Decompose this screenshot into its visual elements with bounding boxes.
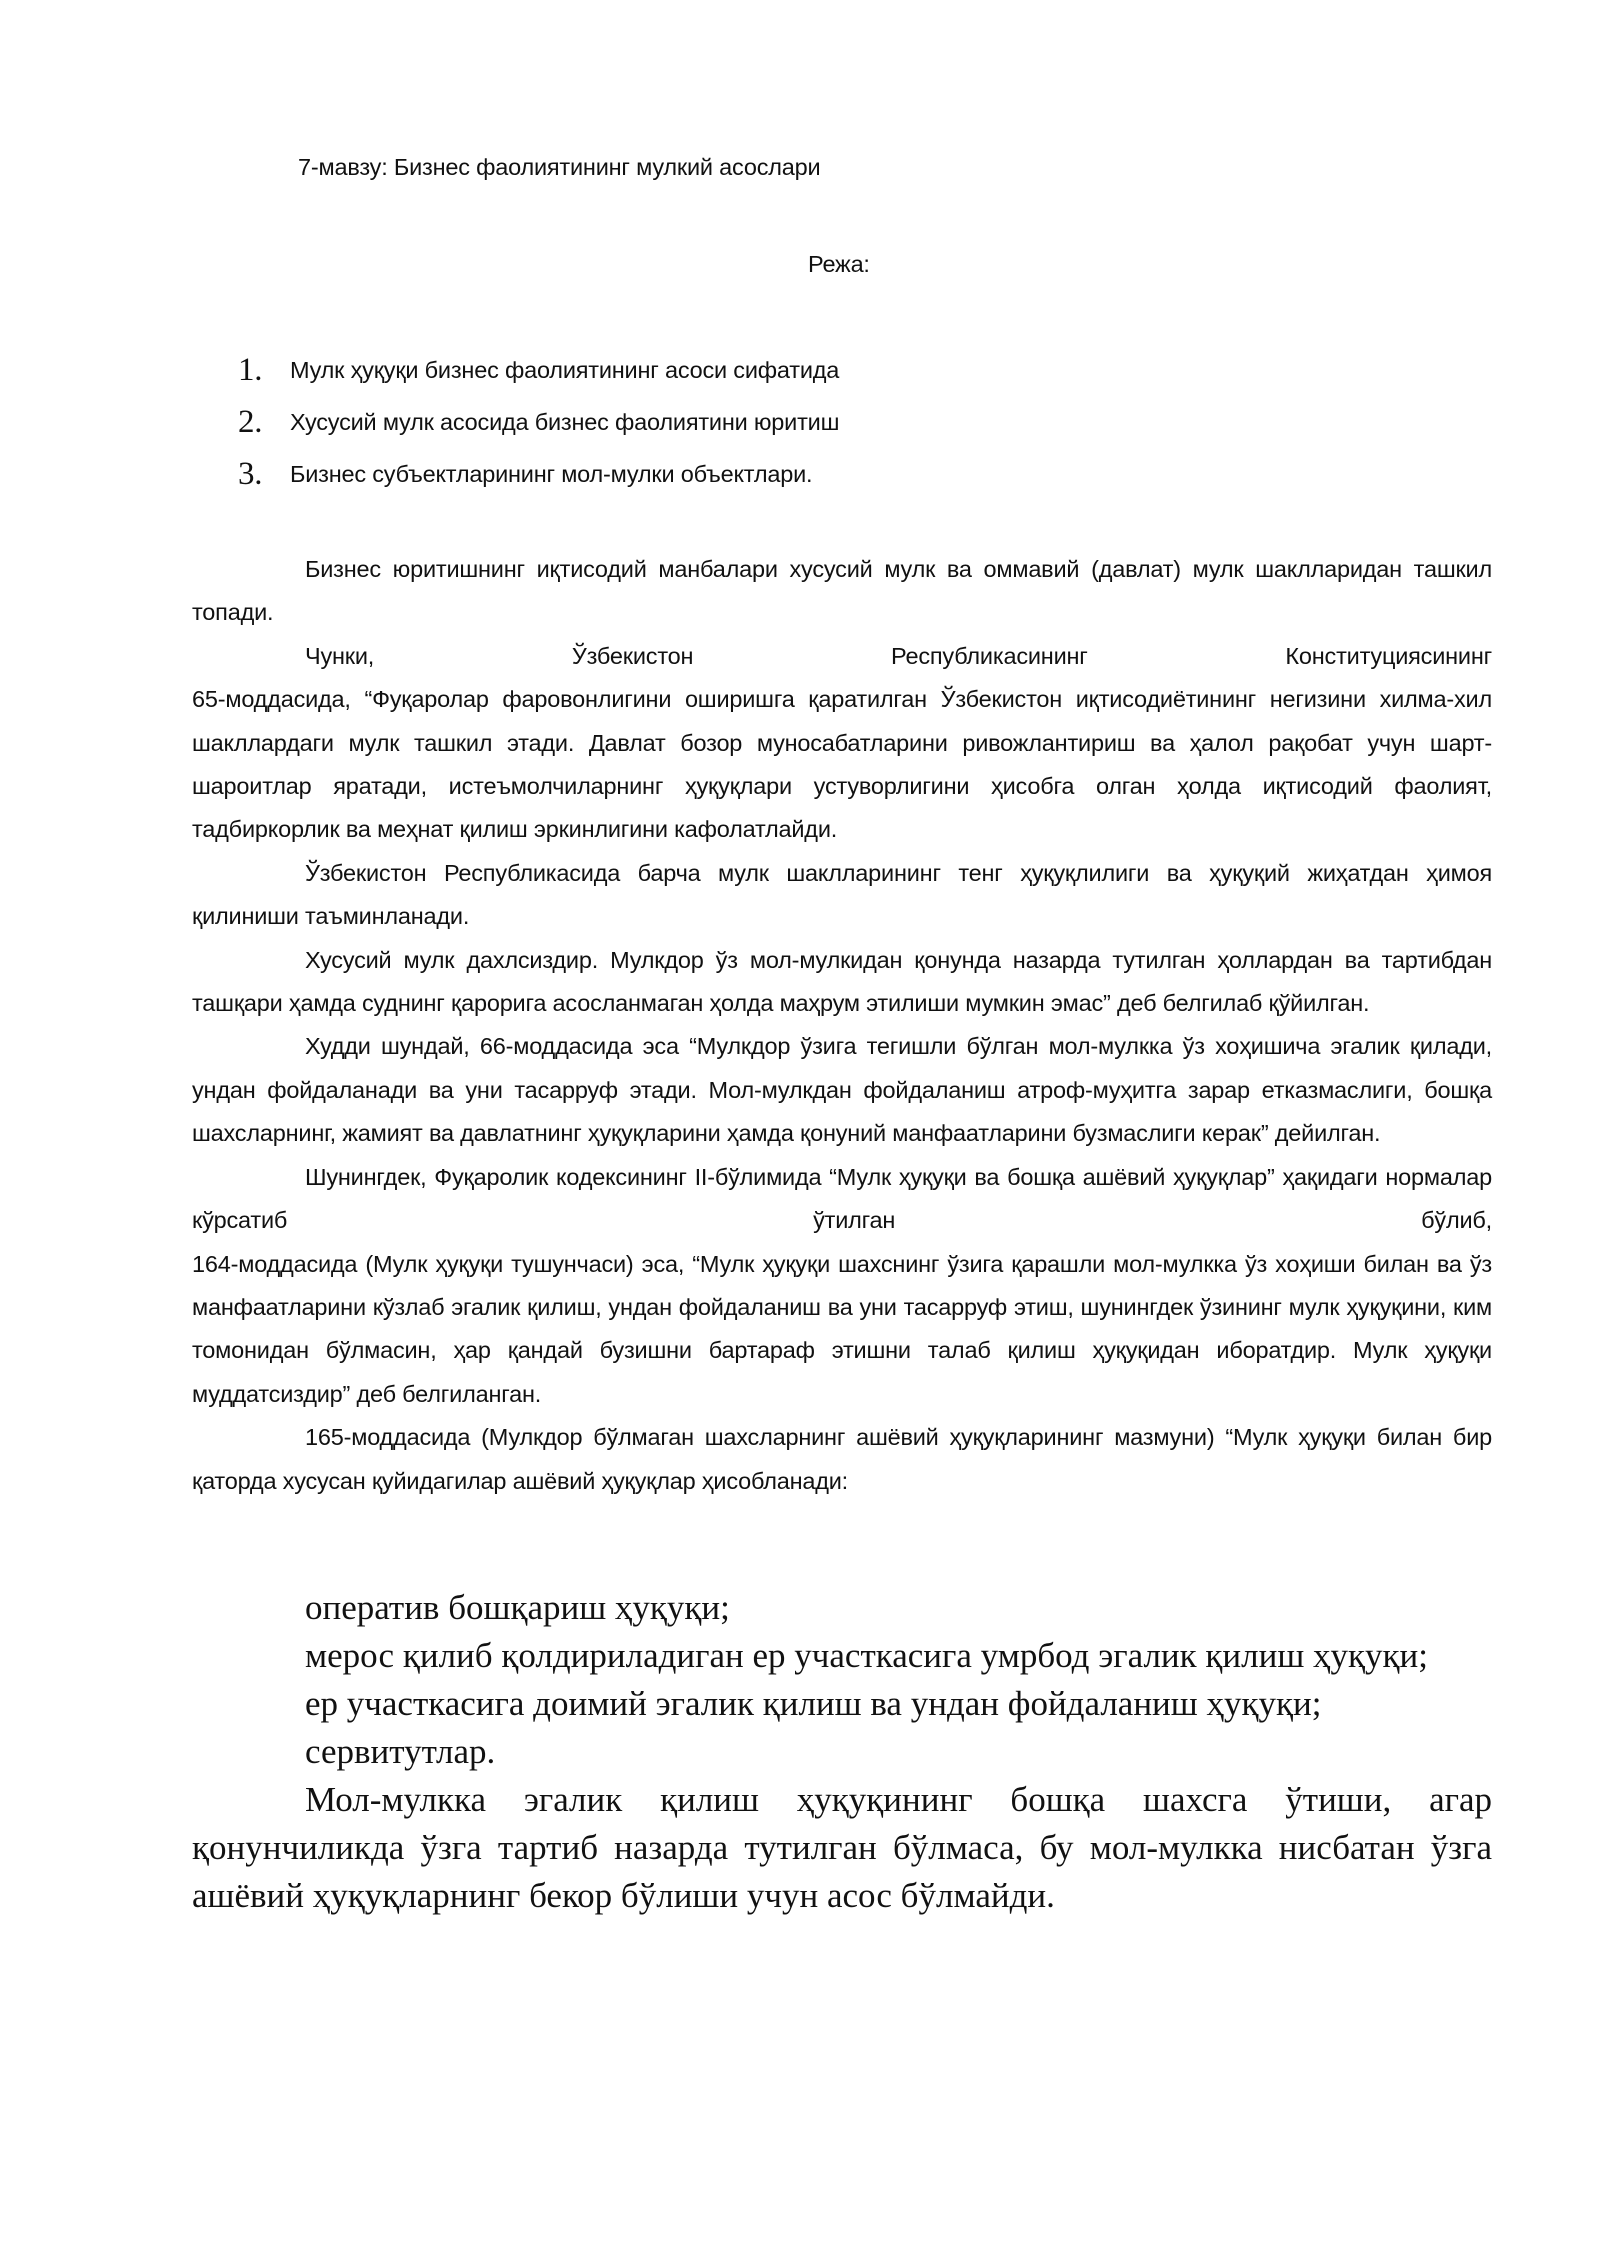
plan-item-text: Хусусий мулк асосида бизнес фаолиятини юритиш <box>290 409 840 435</box>
rights-item: сервитутлар. <box>305 1732 496 1771</box>
document-title: 7-мавзу: Бизнес фаолиятининг мулкий асослари <box>298 154 821 180</box>
body-paragraph: Чунки, Ўзбекистон Республикасининг Конституциясининг <box>305 642 1492 669</box>
rights-list <box>192 1584 1492 1920</box>
body-paragraph: 165-моддасида (Мулкдор бўлмаган шахсларнинг ашёвий ҳуқуқларининг мазмуни) “Мулк ҳуқуқи билан бир қаторда хусусан қуйидагилар ашёвий ҳуқуқлар ҳисобланади: <box>192 1424 1492 1494</box>
body-paragraph: Бизнес юритишнинг иқтисодий манбалари хусусий мулк ва оммавий (давлат) мулк шаклларидан ташкил топади. <box>192 556 1492 626</box>
plan-item-number: 3. <box>238 456 263 492</box>
rights-item: мерос қилиб қолдириладиган ер участкасига умрбод эгалик қилиш ҳуқуқи; <box>305 1636 1428 1675</box>
closing-paragraph: Мол-мулкка эгалик қилиш ҳуқуқининг бошқа шахсга ўтиши, агар қонунчиликда ўзга тартиб назарда тутилган бўлмаса, бу мол-мулкка нисбатан ўзга ашёвий ҳуқуқларнинг бекор бўлиши учун асос бўлмайди. <box>192 1780 1492 1915</box>
plan-item-number: 2. <box>238 404 263 440</box>
body-paragraph: 164-моддасида (Мулк ҳуқуқи тушунчаси) эса, “Мулк ҳуқуқи шахснинг ўзига қарашли мол-мулкка ўз хоҳиши билан ва ўз манфаатларини кўзлаб эгалик қилиш, ундан фойдаланиш ва уни тасарруф этиш, шунингдек ўзининг мулк ҳуқуқини, ким томонидан бўлмасин, ҳар қандай бузишни бартараф этишни талаб қилиш ҳуқуқидан иборатдир. Мулк ҳуқуқи муддатсиздир” деб белгиланган. <box>192 1250 1492 1407</box>
body-paragraph: 65-моддасида, “Фуқаролар фаровонлигини оширишга қаратилган Ўзбекистон иқтисодиётининг негизини хилма-хил шакллардаги мулк ташкил этади. Давлат бозор муносабатларини ривожлантириш ва ҳалол рақобат учун шарт-шароитлар яратади, истеъмолчиларнинг ҳуқуқлари устуворлигини ҳисобга олган ҳолда иқтисодий фаолият, тадбиркорлик ва меҳнат қилиш эркинлигини кафолатлайди. <box>192 686 1492 843</box>
body-paragraph: Худди шундай, 66-моддасида эса “Мулкдор ўзига тегишли бўлган мол-мулкка ўз хоҳишича эгалик қилади, ундан фойдаланади ва уни тасарруф этади. Мол-мулкдан фойдаланиш атроф-муҳитга зарар етказмаслиги, бошқа шахсларнинг, жамият ва давлатнинг ҳуқуқларини ҳамда қонуний манфаатларини бузмаслиги керак” дейилган. <box>192 1033 1492 1147</box>
plan-heading: Режа: <box>808 251 870 277</box>
rights-item: оператив бошқариш ҳуқуқи; <box>305 1588 730 1627</box>
body-paragraph: Ўзбекистон Республикасида барча мулк шаклларининг тенг ҳуқуқлилиги ва ҳуқуқий жиҳатдан ҳимоя қилиниши таъминланади. <box>192 859 1492 930</box>
body-paragraph: Шунингдек, Фуқаролик кодексининг II-бўлимида “Мулк ҳуқуқи ва бошқа ашёвий ҳуқуқлар” ҳақидаги нормалар кўрсатиб ўтилган бўлиб, <box>192 1163 1492 1234</box>
body-paragraph: Хусусий мулк дахлсиздир. Мулкдор ўз мол-мулкидан қонунда назарда тутилган ҳоллардан ва тартибдан ташқари ҳамда суднинг қарорига асосланмаган ҳолда маҳрум этилиши мумкин эмас” деб белгилаб қўйилган. <box>192 946 1492 1017</box>
plan-item-number: 1. <box>238 352 263 388</box>
body-text <box>192 548 1492 1503</box>
rights-item: ер участкасига доимий эгалик қилиш ва ундан фойдаланиш ҳуқуқи; <box>305 1684 1322 1723</box>
plan-item-text: Бизнес субъектларининг мол-мулки объектлари. <box>290 461 813 487</box>
plan-item-text: Мулк ҳуқуқи бизнес фаолиятининг асоси сифатида <box>290 357 840 383</box>
